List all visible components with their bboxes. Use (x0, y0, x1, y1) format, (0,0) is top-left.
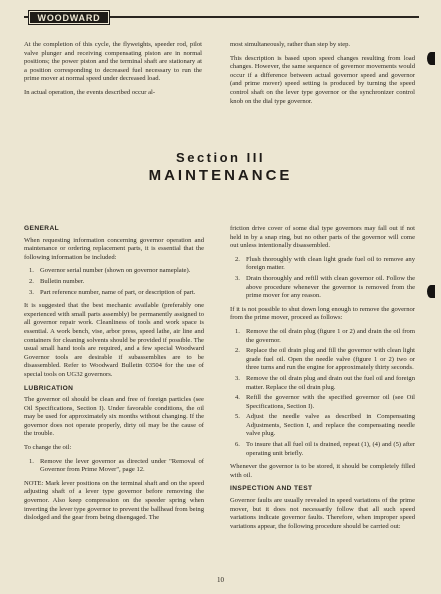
paragraph: If it is not possible to shut down long enough to remove the governor from the prime mover, proceed as follows: (230, 305, 415, 322)
paragraph: Whenever the governor is to be stored, it should be completely filled with oil. (230, 463, 415, 479)
thumb-index-tab (427, 52, 435, 65)
paragraph: friction drive cover of some dial type governors may fall out if not held in by a snap ring, but no other parts of the governor will come out unless intentionally disassembled. (230, 225, 415, 250)
list-number: 2. (235, 255, 240, 263)
list-text: Adjust the needle valve as described in Compensating Adjustments, Section I, and replace the compensating needle valve plug. (246, 413, 415, 438)
left-main-column (24, 225, 204, 528)
paragraph: At the completion of this cycle, the flyweights, speeder rod, pilot valve plunger and receiving compensating piston are in normal positions; the power piston and the terminal shaft are stationary at a position corresponding to decreased fuel necessary to run the prime mover at normal speed under decreased load. (24, 41, 202, 83)
list-number: 6. (235, 441, 240, 449)
list-text: Refill the governor with the specified governor oil (see Oil Specifications, Section I). (246, 394, 415, 410)
list-item (230, 413, 415, 439)
list-item (24, 458, 204, 475)
list-item (24, 267, 204, 276)
section-number: Section III (176, 150, 265, 165)
list-text: Drain thoroughly and refill with clean governor oil. Follow the above procedure whenever the governor is removed from the prime mover for any reason. (246, 274, 415, 300)
list-number: 3. (29, 288, 34, 296)
top-right-column (230, 41, 415, 111)
list-number: 2. (235, 347, 240, 355)
list-text: Remove the oil drain plug (figure 1 or 2) and drain the oil from the governor. (246, 327, 415, 344)
list-text: To insure that all fuel oil is drained, repeat (1), (4) and (5) after operating unit briefly. (246, 441, 415, 457)
list-text: Remove the oil drain plug and drain out the fuel oil and foreign matter. Replace the oil drain plug. (246, 374, 415, 391)
procedure-list (230, 328, 415, 458)
list-item (24, 278, 204, 287)
list-number: 5. (235, 413, 240, 421)
inspection-heading: INSPECTION AND TEST (230, 485, 313, 493)
list-number: 2. (29, 277, 34, 285)
list-item (230, 256, 415, 273)
flush-list (230, 256, 415, 301)
right-main-column (230, 225, 415, 536)
list-number: 3. (235, 274, 240, 282)
list-text: Replace the oil drain plug and fill the governor with clean light grade fuel oil. Open the needle valve (figure 1 or 2) two or three turns and run the engine for approximately thirty seconds. (246, 347, 415, 372)
list-item (230, 275, 415, 301)
paragraph: The governor oil should be clean and free of foreign particles (see Oil Specifications, Section I). Under favorable conditions, the oil may be used for approximately six months without changing. If the governor does not operate properly, dirty oil may be the cause of the trouble. (24, 396, 204, 438)
list-number: 4. (235, 394, 240, 402)
page-number: 10 (217, 576, 224, 584)
list-item (230, 441, 415, 458)
thumb-index-tab (427, 285, 435, 298)
list-number: 1. (235, 327, 240, 335)
info-list (24, 267, 204, 297)
list-number: 3. (235, 374, 240, 382)
paragraph: When requesting information concerning governor operation and maintenance or ordering replacement parts, it is essential that the following information be included: (24, 236, 204, 261)
note-paragraph: NOTE: Mark lever positions on the terminal shaft and on the speed adjusting shaft of a lever type governor before removing the governor. Also keep compression on the speeder spring when inverting the lever type governor to prevent the ballhead from being dislodged and the gear from being disengaged. The (24, 479, 204, 522)
section-title: MAINTENANCE (148, 167, 293, 184)
woodward-logo: WOODWARD (28, 10, 110, 25)
general-heading: GENERAL (24, 225, 60, 232)
paragraph: It is suggested that the best mechanic available (preferably one experienced with small parts assembly) be permanently assigned to all governor repair work. Cleanliness of tools and work space is essential. A work bench, vise, arbor press, speed lathe, air line and containers for cleaning solvents should be provided if possible. The usual small hand tools are required, and a few special Woodward Governor tools are desirable if subassemblies are to be disassembled. Refer to Woodward Bulletin 03504 for the use of special tools on UG32 governors. (24, 302, 204, 378)
paragraph: most simultaneously, rather than step by step. (230, 41, 351, 48)
list-item (230, 394, 415, 411)
list-item (230, 347, 415, 373)
list-text: Part reference number, name of part, or description of part. (40, 288, 196, 296)
list-item (230, 328, 415, 345)
list-text: Bulletin number. (40, 277, 85, 285)
paragraph: In actual operation, the events described occur al- (24, 88, 156, 96)
list-number: 1. (29, 267, 34, 275)
list-item (230, 375, 415, 392)
list-text: Governor serial number (shown on governor nameplate). (40, 267, 191, 275)
lubrication-heading: LUBRICATION (24, 384, 74, 392)
paragraph: Governor faults are usually revealed in speed variations of the prime mover, but it does not necessarily follow that all such speed variations indicate governor faults. Therefore, when improper speed variations appear, the following procedure should be carried out: (230, 497, 415, 530)
top-left-column (24, 41, 202, 103)
oil-change-list (24, 458, 204, 475)
list-text: Flush thoroughly with clean light grade fuel oil to remove any foreign matter. (246, 255, 415, 272)
paragraph: To change the oil: (24, 444, 72, 452)
list-text: Remove the lever governor as directed under "Removal of Governor from Prime Mover", page 12. (40, 457, 204, 474)
list-item (24, 289, 204, 298)
paragraph: This description is based upon speed changes resulting from load changes. However, the same sequence of governor movements would occur if a difference between actual governor speed and governor (and prime mover) speed setting is produced by turning the speed control shaft on the lever type governor or the synchronizer control knob on the dial type governor. (230, 54, 415, 105)
list-number: 1. (29, 457, 34, 465)
